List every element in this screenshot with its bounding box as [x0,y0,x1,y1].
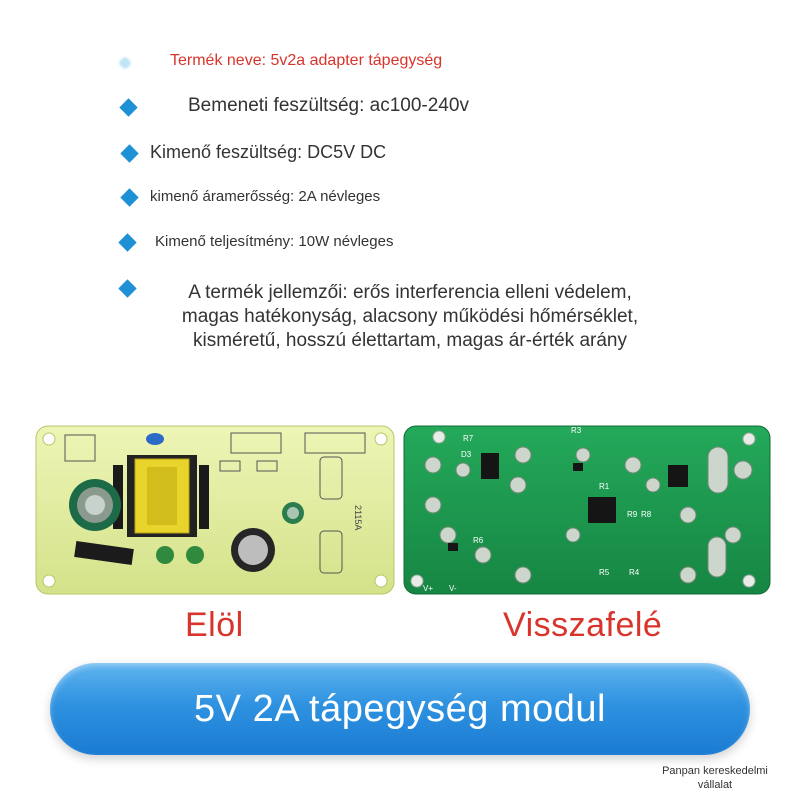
diamond-bullet-icon [119,98,137,116]
svg-text:R3: R3 [571,426,582,435]
pcb-front-image [35,425,397,597]
product-features [150,281,670,353]
output-power-text: Kimenő teljesítmény: 10W névleges [155,233,394,250]
company-name-line: vállalat [697,779,733,791]
features-line: kisméretű, hosszú élettartam, magas ár-érték arány [192,330,627,351]
svg-text:R5: R5 [599,568,610,577]
svg-text:V+: V+ [423,584,434,593]
diamond-bullet-icon [118,279,136,297]
front-label: Elöl [185,606,244,644]
svg-text:2115A: 2115A [353,505,363,531]
svg-text:R6: R6 [473,536,484,545]
features-line: A termék jellemzői: erős interferencia elleni védelem, [188,282,632,303]
input-voltage-text: Bemeneti feszültség: ac100-240v [188,95,469,116]
back-label: Visszafelé [503,606,663,644]
svg-text:R8: R8 [641,510,652,519]
product-title-banner [50,663,750,755]
features-line: magas hatékonyság, alacsony működési hőmérséklet, [181,306,639,327]
svg-text:V-: V- [449,584,457,593]
svg-text:D3: D3 [461,450,472,459]
svg-text:R1: R1 [599,482,610,491]
diamond-bullet-icon [120,188,138,206]
product-name-text: Termék neve: 5v2a adapter tápegység [170,52,443,69]
pcb-back-image [403,425,773,597]
diamond-bullet-icon [118,56,132,70]
output-current-text: kimenő áramerősség: 2A névleges [150,188,381,205]
diamond-bullet-icon [120,144,138,162]
company-name-line: Panpan kereskedelmi [662,765,768,777]
company-name [640,764,790,792]
banner-title: 5V 2A tápegység modul [194,687,606,730]
output-voltage-text: Kimenő feszültség: DC5V DC [150,142,387,162]
svg-text:R9: R9 [627,510,638,519]
svg-text:R4: R4 [629,568,640,577]
diamond-bullet-icon [118,233,136,251]
svg-text:R7: R7 [463,434,474,443]
